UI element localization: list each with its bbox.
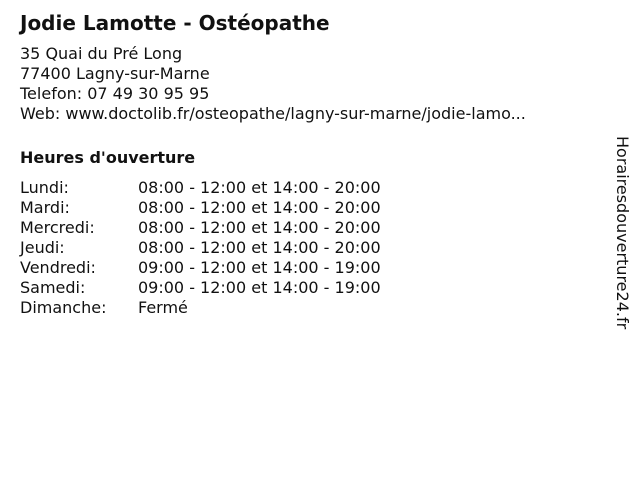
business-name: Jodie Lamotte - Ostéopathe — [20, 11, 330, 35]
address-street: 35 Quai du Pré Long — [20, 44, 183, 63]
hours-day: Mardi: — [20, 198, 70, 217]
website-link[interactable]: Web: www.doctolib.fr/osteopathe/lagny-sur-marne/jodie-lamo... — [20, 104, 526, 123]
hours-time: 08:00 - 12:00 et 14:00 - 20:00 — [138, 178, 381, 197]
hours-row-saturday — [20, 278, 600, 298]
hours-row-friday — [20, 258, 600, 278]
hours-time: 08:00 - 12:00 et 14:00 - 20:00 — [138, 198, 381, 217]
hours-day: Dimanche: — [20, 298, 107, 317]
hours-day: Lundi: — [20, 178, 69, 197]
business-card — [20, 10, 600, 318]
hours-day: Jeudi: — [20, 238, 65, 257]
watermark-container — [612, 136, 632, 376]
hours-row-monday — [20, 178, 600, 198]
hours-time: 08:00 - 12:00 et 14:00 - 20:00 — [138, 218, 381, 237]
hours-time: 09:00 - 12:00 et 14:00 - 19:00 — [138, 278, 381, 297]
hours-day: Mercredi: — [20, 218, 95, 237]
hours-day: Samedi: — [20, 278, 86, 297]
opening-hours-title: Heures d'ouverture — [20, 148, 196, 167]
phone-number: Telefon: 07 49 30 95 95 — [20, 84, 210, 103]
hours-row-wednesday — [20, 218, 600, 238]
hours-time: 08:00 - 12:00 et 14:00 - 20:00 — [138, 238, 381, 257]
hours-time: 09:00 - 12:00 et 14:00 - 19:00 — [138, 258, 381, 277]
hours-row-sunday — [20, 298, 600, 318]
hours-row-thursday — [20, 238, 600, 258]
watermark-text: Horairesdouverture24.fr — [613, 136, 632, 330]
hours-day: Vendredi: — [20, 258, 96, 277]
address-city: 77400 Lagny-sur-Marne — [20, 64, 210, 83]
hours-row-tuesday — [20, 198, 600, 218]
business-address — [20, 44, 600, 124]
hours-time: Fermé — [138, 298, 188, 317]
opening-hours-table — [20, 178, 600, 318]
